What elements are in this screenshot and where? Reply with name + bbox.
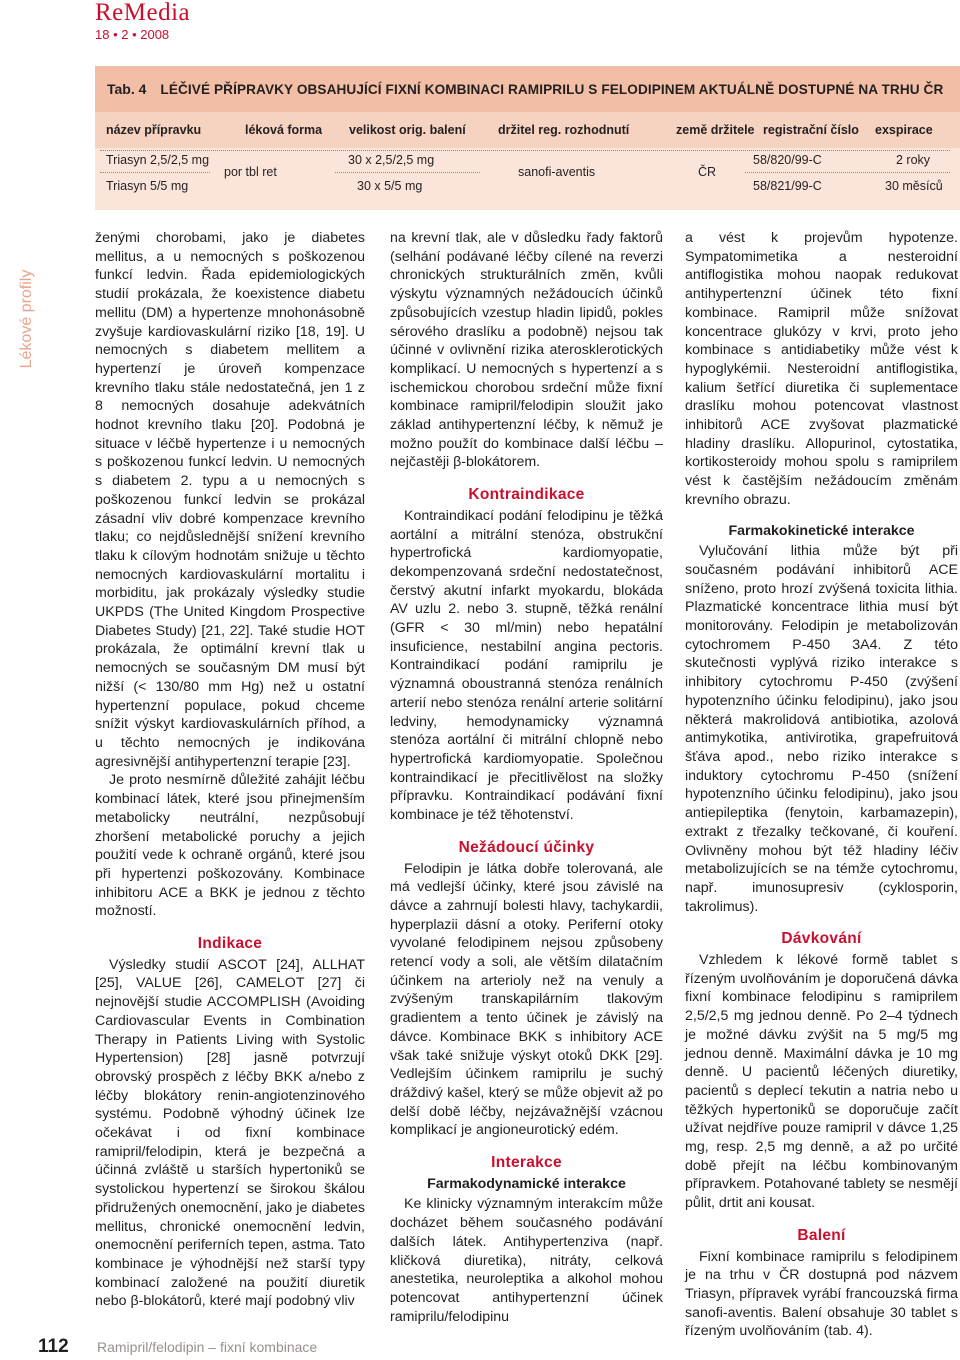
table-header-cell: léková forma xyxy=(245,123,323,137)
section-heading-davkovani: Dávkování xyxy=(781,930,862,948)
row-divider xyxy=(100,172,210,173)
section-heading-nezadouci-ucinky: Nežádoucí účinky xyxy=(458,838,595,856)
table-cell-country: ČR xyxy=(698,165,717,179)
table-header-cell: velikost orig. balení xyxy=(349,123,466,137)
paragraph: ženými chorobami, jako je diabetes mellitus, a u nemocných s poškozenou funkcí ledvin. Řada epidemiologických studií prokázala, že koexistence diabetu mellitu (DM) a hypertenze mnohonásobně zvyšuje kardiovaskulární riziko [18, 19]. U nemocných s diabetem mellitem a hypertenzí je úroveň kompenzace krevního tlaku stále nedostatečná, jen 1 z 8 nemocných dosahuje adekvátních hodnot krevního tlaku [20]. Podobná je situace v léčbě hypertenze i u nemocných s poškozenou funkcí ledvin. U nemocných s diabetem 2. typu a u nemocných s poškozenou funkcí ledvin se prokázal zásadní vliv dobré kompenzace krevního tlaku; co nejdůslednější snížení krevního tlaku k cílovým hodnotám snižuje u těchto nemocných kardiovaskulární mortalitu i morbiditu, jak prokázaly výsledky studie UKPDS (The United Kingdom Prospective Diabetes Study) [21, 22]. Také studie HOT prokázala, že optimální krevní tlak u nemocných se současným DM musí být nižší (< 130/80 mm Hg) než u ostatní hypertenzní populace, pokud chceme snížit výskyt kardiovaskulárních příhod, a u těchto nemocných je indikována agresivnější antihypertenzní terapie [23]. xyxy=(95,230,365,770)
row-divider xyxy=(100,150,950,151)
table-header-row xyxy=(95,112,960,148)
table-title-bar xyxy=(95,66,960,112)
paragraph: Je proto nesmírně důležité zahájit léčbu kombinací látek, které jsou přinejmenším metabolicky neutrální, nezpůsobují zhoršení metabolické poruchy a jejich použití vede k ochraně orgánů, které jsou při hypertenzi poškozovány. Kombinace inhibitoru ACE a BKK je jednou z těchto možností. xyxy=(95,772,365,920)
section-heading-indikace: Indikace xyxy=(197,935,263,953)
section-heading-baleni: Balení xyxy=(797,1226,846,1244)
paragraph: a vést k projevům hypotenze. Sympatomimetika a nesteroidní antiflogistika mohou naopak redukovat antihypertenzní účinek této fixní kombinace. Ramipril může snížovat koncentrace glukózy v krvi, proto jeho kombinace s antidiabetiky může vést k hypoglykémii. Nesteroidní antiflogistika, kalium šetřící diuretika či suplementace draslíku mohou potencovat vlastnost inhibitorů ACE zvyšovat plazmatické hladiny draslíku. Allopurinol, cytostatika, kortikosteroidy mohou spolu s ramiprilem vést k častějším nežádoucím změnám krevního obrazu. xyxy=(685,230,958,508)
table-header-cell: registrační číslo xyxy=(763,123,859,137)
section-heading-kontraindikace: Kontraindikace xyxy=(468,486,585,504)
table-cell-reg: 58/820/99-C xyxy=(753,153,822,167)
table-4 xyxy=(95,66,960,210)
table-cell-exp: 30 měsíců xyxy=(885,179,943,193)
table-cell-reg: 58/821/99-C xyxy=(753,179,822,193)
table-cell-pack: 30 x 5/5 mg xyxy=(357,179,423,193)
paragraph: Vzhledem k lékové formě tablet s řízeným uvolňováním je doporučená dávka fixní kombinace felodipinu s ramiprilem 2,5/2,5 mg jednou denně. Po 2–4 týdnech je možné dávku zvýšit na 5 mg/5 mg jednou denně. Maximální dávka je 10 mg denně. U pacientů léčených diuretiky, pacientů s deplecí tekutin a natria nebo u těžkých hypertoniků se doporučuje začít užívat nejdříve pouze ramipril v dávce 1,25 mg, resp. 2,5 mg denně, a až po určité době přejít na léčbu kombinovaným přípravkem. Potahované tablety se nesmějí půlit, drtit ani kousat. xyxy=(685,952,958,1212)
paragraph: na krevní tlak, ale v důsledku řady faktorů (selhání podávané léčby cílené na reverzi chronických strukturálních změn, kvůli výskytu významných nežádoucích účinků způsobujících vzestup hladin lipidů, pokles sérového draslíku a podobně) nejsou tak účinné v ovlivnění rizika aterosklerotických komplikací. U nemocných s hypertenzí a s ischemickou chorobou srdeční může fixní kombinace ramipril/felodipin sloužit jako základ antihypertenzní léčby, k němuž je možno použít do kombinace další léčbu – nejčastěji β-blokátorem. xyxy=(390,230,663,471)
table-cell-pack: 30 x 2,5/2,5 mg xyxy=(348,153,435,167)
table-cell-name: Triasyn 2,5/2,5 mg xyxy=(106,153,210,167)
table-header-cell: název přípravku xyxy=(106,123,202,137)
table-title: LÉČIVÉ PŘÍPRAVKY OBSAHUJÍCÍ FIXNÍ KOMBINACI RAMIPRILU S FELODIPINEM AKTUÁLNĚ DOSTUPNÉ NA TRHU ČR xyxy=(160,81,944,97)
journal-header xyxy=(95,0,190,42)
page-footer xyxy=(0,1332,960,1360)
paragraph: Kontraindikací podání felodipinu je těžká aortální a mitrální stenóza, obstrukční hypertrofická kardiomyopatie, dekompenzovaná srdeční nedostatečnost, čerstvý akutní infarkt myokardu, blokáda AV uzlu 2. nebo 3. stupně, těžká renální (GFR < 30 ml/min) nebo hepatální insuficience, nestabilní angina pectoris. Kontraindikací podání ramiprilu je významná oboustranná stenóza renálních arterií nebo stenóza renální arterie solitární ledviny, hemodynamicky významná stenóza aortální či mitrální chlopně nebo hypertrofická kardiomyopatie. Společnou kontraindikací je přecitlivělost na složky přípravku. Kontraindikací podávání fixní kombinace je též těhotenství. xyxy=(390,507,663,824)
article-column-2 xyxy=(390,229,663,1326)
section-heading-interakce: Interakce xyxy=(491,1154,562,1172)
table-cell-name: Triasyn 5/5 mg xyxy=(106,179,189,193)
table-header-cell: držitel reg. rozhodnutí xyxy=(498,123,630,137)
table-header-cell: exspirace xyxy=(875,123,933,137)
row-divider xyxy=(335,172,480,173)
subheading-farmakokineticke: Farmakokinetické interakce xyxy=(728,522,915,539)
article-column-3 xyxy=(685,229,958,1341)
section-side-label: Lékové profily xyxy=(18,269,35,369)
table-number: Tab. 4 xyxy=(107,81,147,97)
paragraph: Fixní kombinace ramiprilu s felodipinem je na trhu v ČR dostupná pod názvem Triasyn, přípravek vyrábí francouzská firma sanofi-aventis. Balení obsahuje 30 tablet s řízeným uvolňováním (tab. 4). xyxy=(685,1248,958,1340)
table-cell-exp: 2 roky xyxy=(896,153,931,167)
paragraph: Felodipin je látka dobře tolerovaná, ale má vedlejší účinky, které jsou závislé na dávce a zahrnují bolesti hlavy, tachykardii, hyperplazii dásní a otoky. Periferní otoky vyvolané felodipinem nejsou způsobeny retencí vody a soli, ale větším dilatačním účinkem na arterioly než na venuly a zvýšeným transkapilárním tlakovým gradientem a tento účinek je závislý na dávce. Kombinace BKK s inhibitory ACE však také snižuje výskyt otoků DKK [29]. Vedlejším účinkem ramiprilu je suchý dráždivý kašel, který se může objevit až po delší době léčby, nejzávažnější vzácnou komplikací je angioneurotický edém. xyxy=(390,860,663,1139)
page-number: 112 xyxy=(38,1336,69,1357)
table-cell-holder: sanofi-aventis xyxy=(518,165,596,179)
issue-info: 18 • 2 • 2008 xyxy=(95,27,170,42)
table-cell-form: por tbl ret xyxy=(224,165,277,179)
subheading-farmakodynamicke: Farmakodynamické interakce xyxy=(427,1175,626,1192)
table-header-cell: země držitele xyxy=(676,123,755,137)
running-title: Ramipril/felodipin – fixní kombinace xyxy=(97,1339,318,1355)
journal-name: ReMedia xyxy=(95,0,191,26)
paragraph: Ke klinicky významným interakcím může docházet během současného podávání dalších látek. Antihypertenziva (např. kličková diuretika), nitráty, celková anestetika, neuroleptika a alkohol mohou potencovat antihypertenzní účinek ramiprilu/felodipinu xyxy=(390,1196,663,1325)
article-column-1 xyxy=(95,229,365,1311)
row-divider xyxy=(745,172,950,173)
paragraph: Vylučování lithia může být při současném podávání inhibitorů ACE sníženo, proto hrozí zvýšená toxicita lithia. Plazmatické koncentrace lithia musí být monitorovány. Felodipin je metabolizován cytochromem P-450 3A4. Z této skutečnosti vyplývá riziko interakce s inhibitory cytochromu P-450 (zvýšení hypotenzního účinku felodipinu), jako jsou některá makrolidová antibiotika, azolová antimykotika, antivirotika, grapefruitová šťáva apod., nebo riziko interakce s induktory cytochromu P-450 (snížení hypotenzního účinku felodipinu), jako jsou antiepileptika (fenytoin, karbamazepin), extrakt z třezalky tečkované, či kouření. Ovlivněny mohou být též hladiny léčiv metabolizujících se na témže cytochromu, např. imunosupresiv (cyklosporin, takrolimus). xyxy=(685,543,958,915)
paragraph: Výsledky studií ASCOT [24], ALLHAT [25], VALUE [26], CAMELOT [27] či nejnovější studie ACCOMPLISH (Avoiding Cardiovascular Events in Combination Therapy in Patients Living with Systolic Hypertension) [28] jasně potvrzují obrovský prospěch z léčby BKK a/nebo z léčby blokátory renin-angiotenzinového systému. Podobně výhodný účinek lze očekávat i od fixní kombinace ramipril/felodipin, která je bezpečná a účinná zvláště u starších hypertoniků se systolickou hypertenzí se širokou škálou přidružených onemocnění, jako je diabetes mellitus, chronické onemocnění ledvin, onemocnění periferních tepen, astma. Tato kombinace je výhodnější než starší typy kombinací založené na použití diuretik nebo β-blokátorů, které mají podobný vliv xyxy=(95,956,365,1310)
